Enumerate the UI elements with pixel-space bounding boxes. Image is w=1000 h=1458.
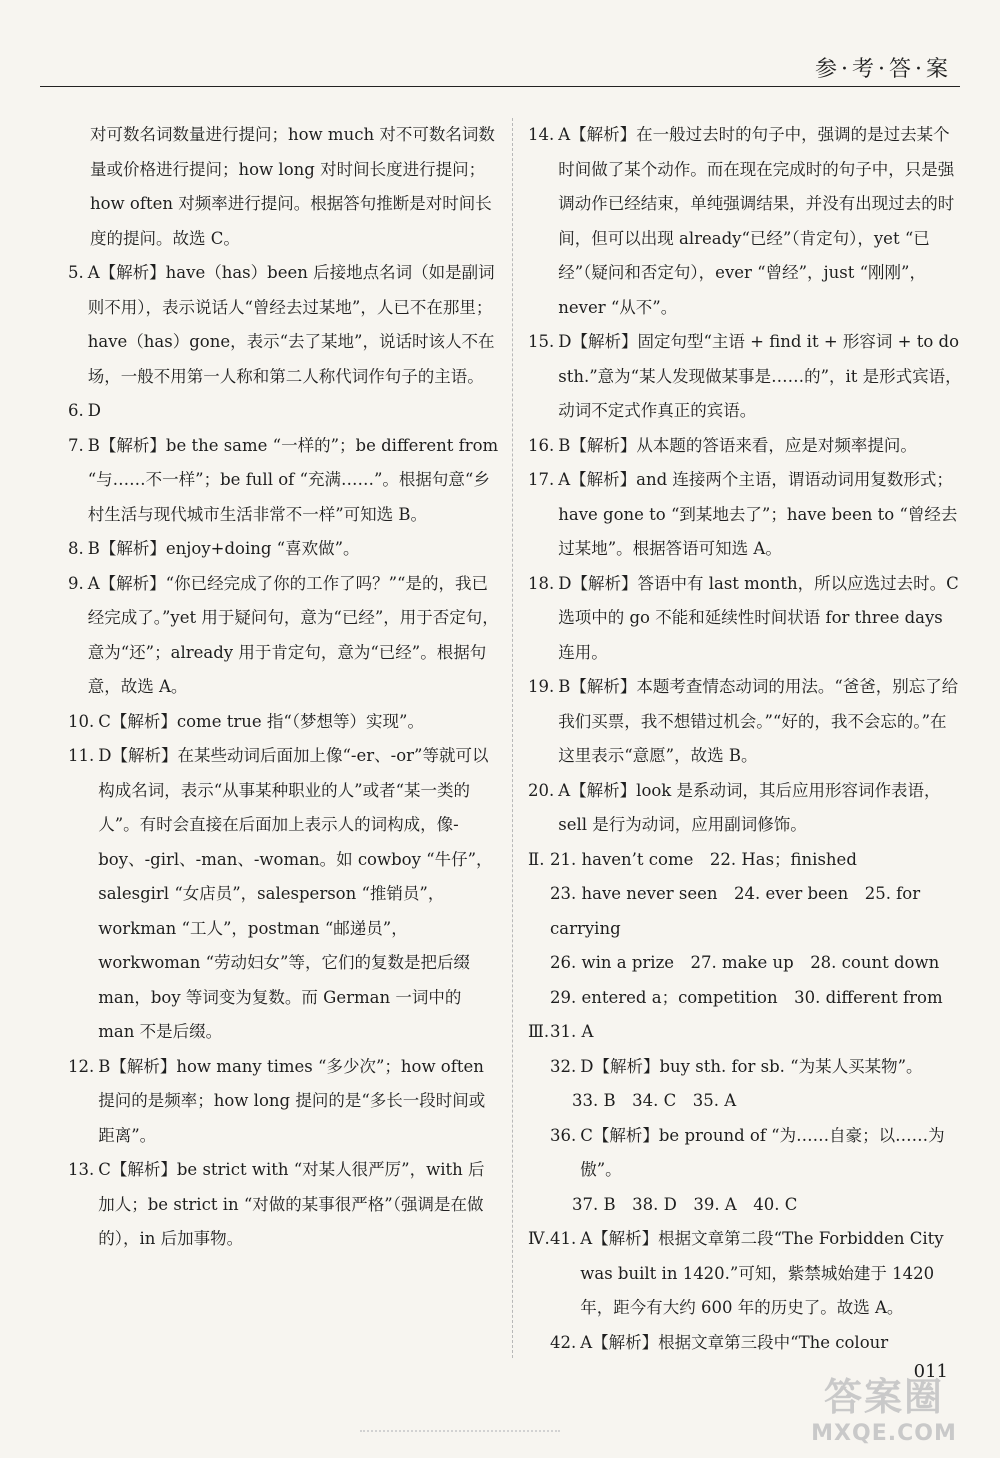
answer-text: B【解析】enjoy+doing “喜欢做”。 [87, 539, 360, 558]
answer-text: B【解析】本题考查情态动词的用法。“爸爸，别忘了给我们买票，我不想错过机会。”“好的，我不会忘的。”在这里表示“意愿”，故选 B。 [558, 677, 959, 765]
answer-item [550, 1222, 962, 1326]
answer-text: B【解析】be the same “一样的”；be different from “与……不一样”；be full of “充满……”。根据句意“乡村生活与现代城市生活非常不一样”可知选 B。 [87, 435, 499, 524]
answer-number: 5. [68, 263, 84, 282]
answer-item [68, 118, 500, 256]
answer-item [528, 774, 962, 843]
answer-item [528, 325, 962, 429]
answer-item [528, 118, 962, 325]
fill-in-row: 26. win a prize 27. make up 28. count down [550, 953, 940, 972]
answer-text: A【解析】根据文章第二段“The Forbidden City was built in 1420.”可知，紫禁城始建于 1420 年，距今有大约 600 年的历史了。故选 A。 [580, 1229, 944, 1317]
fill-in-row: 21. haven’t come 22. Has；finished [550, 849, 857, 869]
watermark-line2: MXQE.COM [811, 1421, 957, 1446]
answer-text: A【解析】根据文章第三段中“The colour [580, 1332, 889, 1352]
answer-text: 对可数名词数量进行提问；how much 对不可数名词数量或价格进行提问；how long 对时间长度进行提问；how often 对频率进行提问。根据答句推断是对时间长度的提问。故选 C。 [90, 125, 495, 248]
section-3-items [550, 1050, 962, 1223]
answer-number: 13. [68, 1160, 95, 1179]
answer-number: 17. [528, 470, 555, 489]
section-3-body [550, 1015, 962, 1222]
answer-text: B【解析】how many times “多少次”；how often 提问的是频率；how long 提问的是“多长一段时间或距离”。 [98, 1056, 486, 1145]
answer-item [68, 1050, 500, 1154]
answer-item [68, 739, 500, 1050]
section-4-numeral: Ⅳ. [528, 1229, 550, 1248]
answer-text: D【解析】在某些动词后面加上像“-er、-or”等就可以构成名词，表示“从事某种职业的人”或者“某一类的人”。有时会直接在后面加上表示人的词构成，像-boy、-girl、-man、-woman。如 cowboy “牛仔”，salesgirl “女店员”，salesperson “推销员”，workman “工人”，postman “邮递员”，workwoman “劳动妇女”等，它们的复数是把后缀 man，boy 等词变为复数。而 German 一词中的 man 不是后缀。 [98, 746, 493, 1041]
answer-number: 8. [68, 539, 84, 558]
fill-in-row: 23. have never seen 24. ever been 25. for carrying [550, 884, 921, 938]
answer-item [528, 429, 962, 464]
answer-number: 12. [68, 1056, 95, 1076]
answer-number: 32. [550, 1056, 577, 1076]
answer-item [68, 532, 500, 567]
section-4-items [550, 1222, 962, 1360]
answer-item [528, 567, 962, 671]
section-2-numeral: Ⅱ. [528, 849, 545, 869]
answer-number: 14. [528, 125, 555, 144]
footer-decoration [360, 1430, 560, 1440]
answer-text: D [87, 401, 101, 420]
answer-text: C【解析】be pround of “为……自豪；以……为傲”。 [580, 1125, 945, 1179]
right-column [528, 118, 962, 1360]
answer-item [550, 1188, 962, 1223]
answer-item [68, 429, 500, 533]
answer-number: 42. [550, 1332, 577, 1352]
answer-item [68, 567, 500, 705]
answer-number: 11. [68, 746, 95, 765]
answer-item [68, 705, 500, 740]
section-4 [528, 1222, 962, 1360]
answer-text: C【解析】be strict with “对某人很严厉”，with 后加人；be strict in “对做的某事很严格”（强调是在做的），in 后加事物。 [98, 1160, 485, 1248]
section-3-first: 31. A [550, 1022, 594, 1041]
answer-item [550, 1084, 962, 1119]
answer-text: A【解析】在一般过去时的句子中，强调的是过去某个时间做了某个动作。而在现在完成时的句子中，只是强调动作已经结束，单纯强调结果，并没有出现过去的时间，但可以出现 already“已经”（肯定句），yet “已经”（疑问和否定句），ever “曾经”，just “刚刚”，never “从不”。 [558, 125, 955, 317]
answer-item [68, 394, 500, 429]
answer-item [68, 1153, 500, 1257]
answer-number: 36. [550, 1125, 577, 1145]
section-3 [528, 1015, 962, 1222]
watermark-line1: 答案圈 [823, 1375, 944, 1419]
section-2-rows [550, 843, 962, 1016]
header-rule [40, 86, 960, 87]
answer-number: 19. [528, 677, 555, 696]
right-answer-list [528, 118, 962, 843]
answer-text: A【解析】and 连接两个主语，谓语动词用复数形式；have gone to “到某地去了”；have been to “曾经去过某地”。根据答语可知选 A。 [558, 470, 958, 558]
answer-number: 6. [68, 401, 84, 420]
answer-number: 7. [68, 435, 84, 455]
answer-item [550, 1050, 962, 1085]
column-divider [512, 118, 513, 1358]
answer-number: 41. [550, 1229, 577, 1248]
answer-number: 20. [528, 780, 555, 800]
answer-item [528, 670, 962, 774]
fill-in-row: 29. entered a；competition 30. different from [550, 987, 943, 1007]
answer-number: 10. [68, 711, 95, 731]
answer-text: D【解析】buy sth. for sb. “为某人买某物”。 [580, 1056, 923, 1076]
page-number: 011 [913, 1361, 948, 1382]
answer-number: 16. [528, 435, 555, 455]
answer-text: D【解析】答语中有 last month，所以应选过去时。C 选项中的 go 不能和延续性时间状语 for three days 连用。 [558, 573, 959, 662]
answer-text: D【解析】固定句型“主语 + find it + 形容词 + to do sth.”意为“某人发现做某事是……的”，it 是形式宾语，动词不定式作真正的宾语。 [558, 332, 962, 420]
answer-number: 18. [528, 573, 555, 593]
section-2 [528, 843, 962, 1016]
left-column [68, 118, 500, 1257]
answer-text: C【解析】come true 指“（梦想等）实现”。 [98, 711, 424, 731]
answer-text: A【解析】look 是系动词，其后应用形容词作表语，sell 是行为动词，应用副词修饰。 [558, 780, 941, 834]
section-3-numeral: Ⅲ. [528, 1022, 550, 1041]
answer-text: A【解析】“你已经完成了你的工作了吗？”“是的，我已经完成了。”yet 用于疑问句，意为“已经”，用于否定句，意为“还”；already 用于肯定句，意为“已经”。根据句意，故选 A。 [87, 573, 499, 696]
answer-item [68, 256, 500, 394]
answer-text: 37. B 38. D 39. A 40. C [572, 1194, 798, 1214]
answer-text: A【解析】have（has）been 后接地点名词（如是副词则不用），表示说话人“曾经去过某地”，人已不在那里；have（has）gone，表示“去了某地”，说话时该人不在场，一般不用第一人称和第二人称代词作句子的主语。 [87, 263, 495, 386]
answer-text: B【解析】从本题的答语来看，应是对频率提问。 [558, 435, 917, 455]
answer-text: 33. B 34. C 35. A [572, 1091, 737, 1110]
running-header: 参·考·答·案 [815, 57, 952, 82]
answer-item [550, 1119, 962, 1188]
answer-number: 15. [528, 332, 555, 351]
answer-item [550, 1326, 962, 1361]
answer-item [528, 463, 962, 567]
answer-number: 9. [68, 573, 84, 593]
watermark-logo [784, 1366, 984, 1446]
